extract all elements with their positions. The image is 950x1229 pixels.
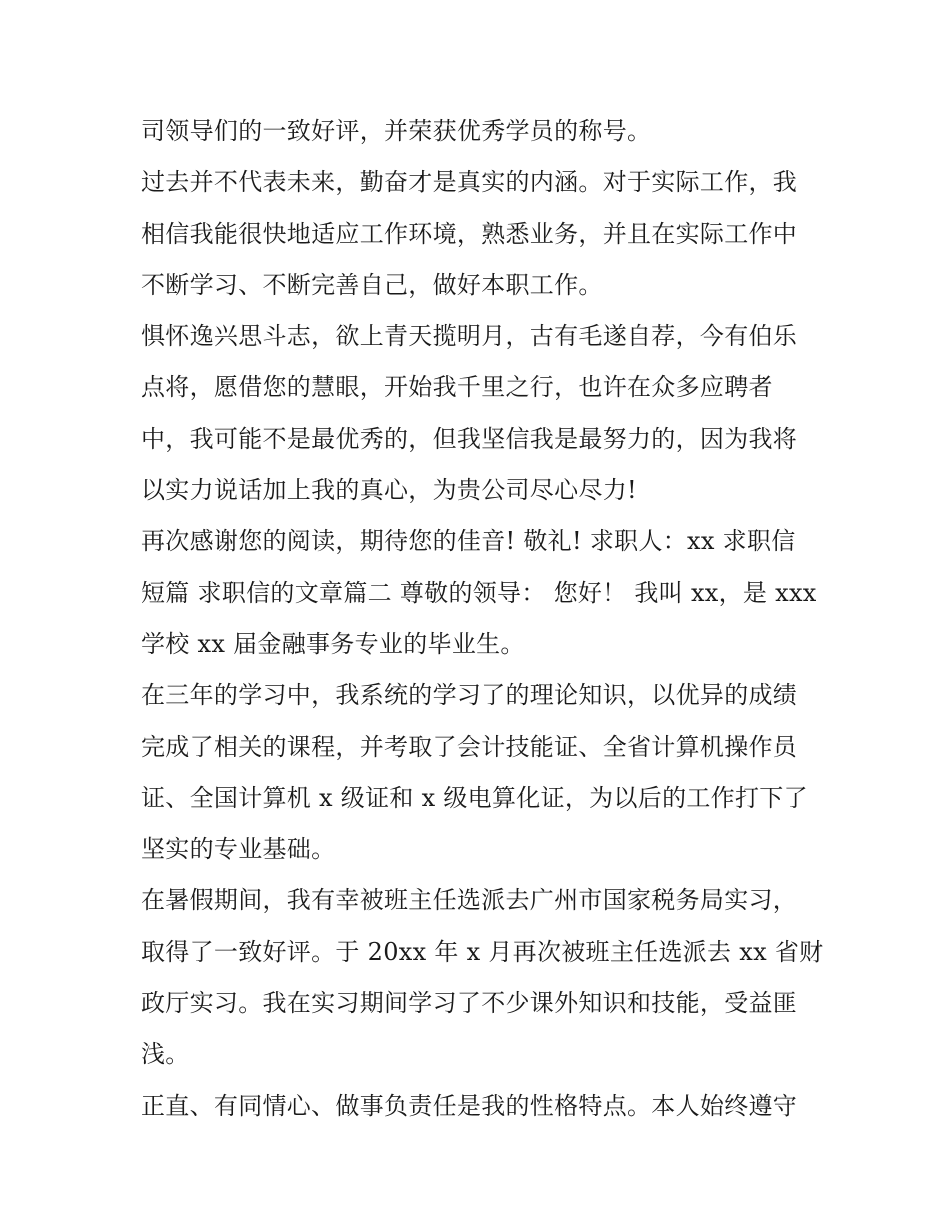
text-line: 中，我可能不是最优秀的，但我坚信我是最努力的，因为我将 bbox=[141, 424, 798, 453]
text-line: 相信我能很快地适应工作环境，熟悉业务，并且在实际工作中 bbox=[141, 219, 798, 248]
text-line: 不断学习、不断完善自己，做好本职工作。 bbox=[141, 270, 603, 299]
text-line: 政厅实习。我在实习期间学习了不少课外知识和技能，受益匪 bbox=[141, 989, 798, 1018]
text-line: 坚实的专业基础。 bbox=[141, 835, 336, 864]
text-line: 惧怀逸兴思斗志，欲上青天揽明月，古有毛遂自荐，今有伯乐 bbox=[141, 322, 798, 351]
document-body bbox=[141, 106, 824, 1132]
text-line: 在暑假期间，我有幸被班主任选派去广州市国家税务局实习， bbox=[141, 886, 798, 915]
text-line: 取得了一致好评。于 20xx 年 x 月再次被班主任选派去 xx 省财 bbox=[141, 937, 824, 966]
text-line: 短篇 求职信的文章篇二 尊敬的领导： 您好！ 我叫 xx，是 xxx bbox=[141, 578, 817, 607]
text-line: 完成了相关的课程，并考取了会计技能证、全省计算机操作员 bbox=[141, 732, 798, 761]
text-line: 司领导们的一致好评，并荣获优秀学员的称号。 bbox=[141, 117, 652, 145]
text-line: 正直、有同情心、做事负责任是我的性格特点。本人始终遵守 bbox=[141, 1091, 798, 1120]
text-line: 证、全国计算机 x 级证和 x 级电算化证，为以后的工作打下了 bbox=[141, 783, 808, 812]
text-line: 再次感谢您的阅读，期待您的佳音! 敬礼! 求职人：xx 求职信 bbox=[141, 527, 796, 556]
text-line: 过去并不代表未来，勤奋才是真实的内涵。对于实际工作，我 bbox=[141, 168, 798, 197]
text-line: 以实力说话加上我的真心，为贵公司尽心尽力! bbox=[141, 476, 637, 505]
text-line: 点将，愿借您的慧眼，开始我千里之行，也许在众多应聘者 bbox=[141, 373, 773, 402]
text-line: 浅。 bbox=[141, 1040, 190, 1069]
text-line: 学校 xx 届金融事务专业的毕业生。 bbox=[141, 629, 525, 658]
text-line: 在三年的学习中，我系统的学习了的理论知识，以优异的成绩 bbox=[141, 681, 798, 710]
